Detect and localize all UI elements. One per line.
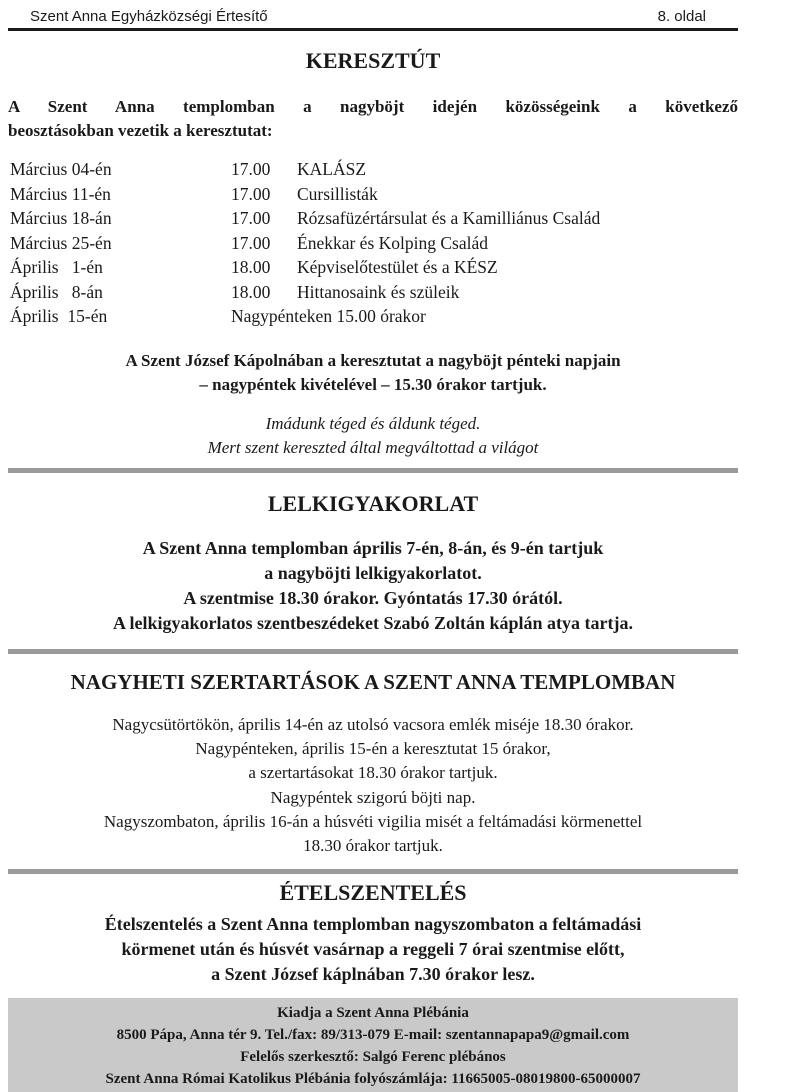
nagyhet-line-2: Nagypénteken, április 15-én a keresztutat 15 órakor, — [195, 739, 551, 758]
nagyhet-line-4: Nagypéntek szigorú böjti nap. — [270, 788, 476, 807]
schedule-list — [10, 159, 738, 331]
footer-address: 8500 Pápa, Anna tér 9. Tel./fax: 89/313-079 E-mail: szentannapapa9@gmail.com — [116, 1027, 630, 1043]
schedule-date: Március 04-én — [10, 159, 112, 179]
schedule-time: Nagypénteken 15.00 órakor — [231, 306, 426, 326]
nagyhet-line-1: Nagycsütörtökön, április 14-én az utolsó vacsora emlék miséje 18.30 órakor. — [112, 715, 634, 734]
lelki-line-2: a nagyböjti lelkigyakorlatot. — [264, 563, 482, 583]
etel-heading: ÉTELSZENTELÉS — [279, 880, 467, 905]
nagyhet-heading: NAGYHETI SZERTARTÁSOK A SZENT ANNA TEMPLOMBAN — [70, 670, 676, 694]
schedule-event: Cursillisták — [297, 183, 378, 204]
schedule-date: Április 8-án — [10, 281, 103, 302]
newsletter-title: Szent Anna Egyházközségi Értesítő — [30, 8, 268, 25]
etel-line-3: a Szent József káplnában 7.30 órakor lesz. — [211, 964, 535, 984]
nagyhet-line-3: a szertartásokat 18.30 órakor tartjuk. — [248, 763, 498, 782]
section-divider — [8, 468, 738, 473]
schedule-date: Március 11-én — [10, 183, 111, 204]
page-header — [8, 4, 738, 31]
schedule-row — [10, 233, 738, 258]
schedule-time: 18.00 — [231, 281, 271, 302]
schedule-row — [10, 184, 738, 209]
schedule-time: 17.00 — [231, 183, 271, 204]
schedule-time: 17.00 — [231, 159, 271, 179]
footer-bank-account: Szent Anna Római Katolikus Plébánia folyószámlája: 11665005-08019800-65000007 — [105, 1071, 641, 1087]
lelki-line-3: A szentmise 18.30 órakor. Gyóntatás 17.30 órától. — [183, 588, 563, 608]
keresztut-heading: KERESZTÚT — [305, 48, 441, 73]
schedule-date: Április 1-én — [10, 257, 103, 277]
schedule-event: Képviselőtestület és a KÉSZ — [297, 257, 498, 277]
schedule-row — [10, 282, 738, 307]
etel-line-1: Ételszentelés a Szent Anna templomban nagyszombaton a feltámadási — [104, 914, 642, 934]
footer-editor: Felelős szerkesztő: Salgó Ferenc plébános — [240, 1049, 506, 1065]
schedule-time: 17.00 — [231, 232, 271, 253]
footer-publisher: Kiadja a Szent Anna Plébánia — [277, 1005, 469, 1021]
nagyhet-line-6: 18.30 órakor tartjuk. — [303, 836, 443, 855]
schedule-event: KALÁSZ — [297, 159, 367, 179]
schedule-event: Énekkar és Kolping Család — [297, 232, 488, 253]
chapel-line-1: A Szent József Kápolnában a keresztutat a nagyböjt pénteki napjain — [125, 351, 621, 370]
keresztut-intro-2: beosztásokban vezetik a keresztutat: — [8, 121, 273, 140]
schedule-date: Március 18-án — [10, 208, 112, 228]
schedule-time: 18.00 — [231, 257, 271, 277]
schedule-date: Március 25-én — [10, 232, 112, 253]
quote-line-1: Imádunk téged és áldunk téged. — [265, 414, 481, 433]
quote-line-2: Mert szent kereszted által megváltottad a világot — [207, 438, 539, 457]
lelki-line-4: A lelkigyakorlatos szentbeszédeket Szabó Zoltán káplán atya tartja. — [113, 613, 633, 633]
etel-line-2: körmenet után és húsvét vasárnap a reggeli 7 órai szentmise előtt, — [121, 939, 625, 959]
keresztut-intro-1: A Szent Anna templomban a nagyböjt idején közösségeink a következő — [8, 97, 738, 116]
schedule-row — [10, 306, 738, 331]
section-divider — [8, 869, 738, 874]
lelki-line-1: A Szent Anna templomban április 7-én, 8-án, és 9-én tartjuk — [142, 538, 604, 558]
nagyhet-line-5: Nagyszombaton, április 16-án a húsvéti vigilia misét a feltámadási körmenettel — [103, 812, 643, 831]
publisher-footer — [8, 998, 738, 1092]
schedule-date: Április 15-én — [10, 306, 108, 326]
schedule-event: Hittanosaink és szüleik — [297, 281, 460, 302]
chapel-line-2: – nagypéntek kivételével – 15.30 órakor tartjuk. — [199, 375, 547, 394]
schedule-row — [10, 159, 738, 184]
lelki-heading: LELKIGYAKORLAT — [267, 491, 479, 516]
schedule-time: 17.00 — [231, 208, 271, 228]
page-number: 8. oldal — [657, 8, 706, 25]
schedule-event: Rózsafüzértársulat és a Kamilliánus Család — [297, 208, 601, 228]
schedule-row — [10, 257, 738, 282]
schedule-row — [10, 208, 738, 233]
section-divider — [8, 649, 738, 654]
